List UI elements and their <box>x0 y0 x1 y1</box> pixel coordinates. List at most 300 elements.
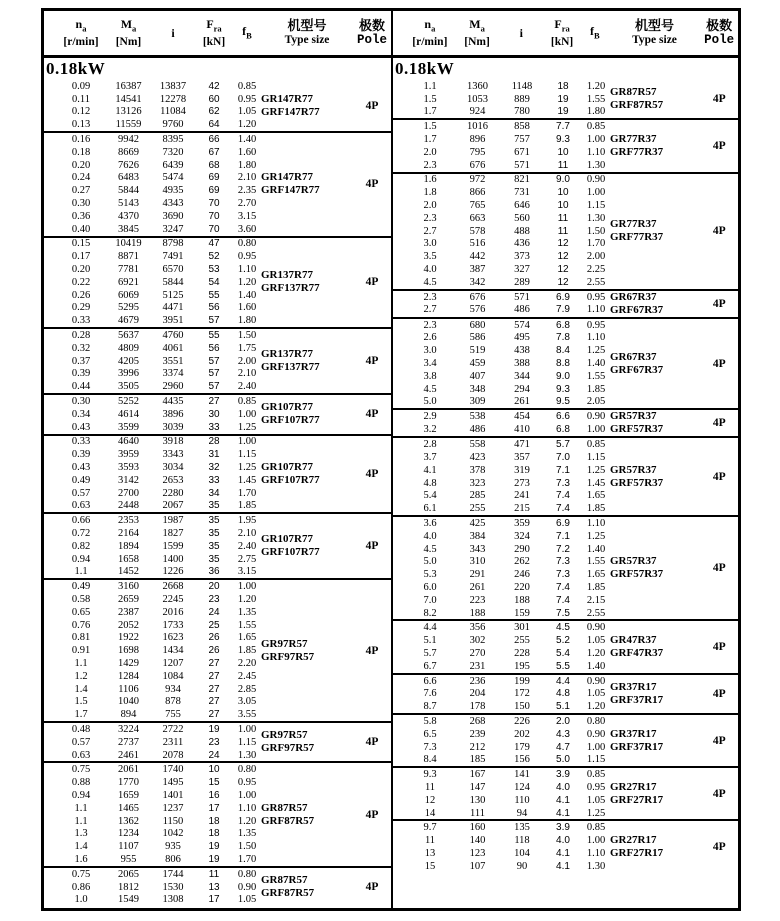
cell-service-factor: 1.40 <box>586 660 606 672</box>
table-row <box>405 477 610 490</box>
table-row <box>56 184 261 197</box>
cell-ratio: 13837 <box>159 80 187 92</box>
type-size-cell <box>261 395 353 433</box>
cell-service-factor: 2.10 <box>237 527 257 539</box>
cell-radial-force: 3.9 <box>556 822 570 834</box>
cell-ratio: 344 <box>514 370 530 382</box>
cell-radial-force: 11 <box>557 212 569 224</box>
cell-torque: 676 <box>469 291 486 303</box>
cell-service-factor: 1.40 <box>237 134 257 146</box>
cell-torque: 425 <box>469 518 486 529</box>
cell-ratio: 3551 <box>162 355 184 367</box>
cell-service-factor: 1.10 <box>586 332 606 344</box>
cell-torque: 6921 <box>118 276 139 288</box>
cell-speed: 2.9 <box>423 411 437 423</box>
cell-ratio: 1733 <box>162 619 184 631</box>
cell-service-factor: 1.30 <box>586 159 606 171</box>
cell-torque: 2461 <box>118 749 139 761</box>
cell-service-factor: 0.80 <box>586 715 606 727</box>
model-name: GRF87R57 <box>261 887 315 899</box>
model-name: GRF37R17 <box>610 740 664 753</box>
cell-radial-force: 4.1 <box>556 807 570 819</box>
group-rows <box>393 675 610 713</box>
cell-service-factor: 1.45 <box>237 474 257 486</box>
model-name: GR137R77 <box>261 269 313 282</box>
cell-torque: 680 <box>469 319 486 331</box>
table-row <box>405 530 610 543</box>
cell-speed: 8.2 <box>423 607 437 619</box>
cell-speed: 1.1 <box>74 657 88 669</box>
cell-speed: 2.3 <box>423 291 437 303</box>
cell-torque: 4614 <box>118 408 139 420</box>
model-name: GR47R37 <box>610 634 657 647</box>
cell-ratio: 1623 <box>162 632 184 644</box>
cell-ratio: 1226 <box>162 566 184 578</box>
cell-radial-force: 64 <box>208 119 220 131</box>
cell-speed: 1.6 <box>423 174 437 186</box>
column-header-speed: $n_a$ [r/min] <box>63 16 99 49</box>
cell-torque: 5637 <box>118 330 139 342</box>
table-row <box>405 675 610 688</box>
cell-ratio: 571 <box>514 291 530 303</box>
cell-torque: 1016 <box>467 121 488 133</box>
table-row <box>405 715 610 728</box>
cell-radial-force: 17 <box>208 894 220 906</box>
cell-torque: 558 <box>469 439 486 451</box>
cell-radial-force: 5.4 <box>556 647 570 659</box>
cell-radial-force: 34 <box>208 487 220 499</box>
cell-torque: 111 <box>470 807 485 819</box>
cell-radial-force: 6.9 <box>556 518 570 529</box>
cell-ratio: 110 <box>514 794 530 806</box>
pole-cell: 4P <box>712 139 726 152</box>
cell-torque: 140 <box>469 835 486 847</box>
cell-service-factor: 1.85 <box>586 503 606 515</box>
spec-group <box>393 118 738 171</box>
cell-ratio: 4935 <box>162 185 184 197</box>
cell-service-factor: 1.15 <box>586 452 606 464</box>
cell-ratio: 226 <box>514 715 530 727</box>
type-size-cell <box>610 768 701 819</box>
cell-ratio: 1827 <box>162 527 184 539</box>
cell-speed: 1.2 <box>74 670 88 682</box>
table-row <box>405 647 610 660</box>
cell-speed: 0.11 <box>72 93 90 105</box>
cell-radial-force: 7.2 <box>556 543 570 555</box>
cell-service-factor: 0.90 <box>237 881 257 893</box>
cell-ratio: 2722 <box>162 723 184 735</box>
cell-radial-force: 7.4 <box>556 503 570 515</box>
group-rows <box>393 291 610 317</box>
cell-radial-force: 5.5 <box>556 660 570 672</box>
cell-speed: 4.5 <box>423 543 437 555</box>
cell-speed: 7.6 <box>423 688 437 700</box>
cell-service-factor: 1.70 <box>237 487 257 499</box>
spec-group <box>44 866 391 906</box>
cell-service-factor: 0.80 <box>237 868 257 880</box>
cell-speed: 1.7 <box>423 134 437 146</box>
model-name: GR107R77 <box>261 460 313 473</box>
table-row <box>405 847 610 860</box>
cell-radial-force: 8.8 <box>556 358 570 370</box>
table-row <box>56 314 261 327</box>
cell-service-factor: 0.90 <box>586 622 606 634</box>
table-row <box>56 250 261 263</box>
cell-ratio: 1207 <box>162 657 184 669</box>
cell-speed: 0.57 <box>71 736 91 748</box>
cell-radial-force: 54 <box>208 276 220 288</box>
cell-torque: 342 <box>469 276 486 288</box>
cell-service-factor: 1.00 <box>586 134 606 146</box>
cell-speed: 1.1 <box>74 815 88 827</box>
cell-torque: 578 <box>469 225 486 237</box>
model-name: GRF137R77 <box>261 361 320 374</box>
cell-service-factor: 1.25 <box>586 530 606 542</box>
cell-radial-force: 18 <box>208 815 220 827</box>
cell-radial-force: 18 <box>557 80 569 92</box>
cell-ratio: 2067 <box>162 500 184 512</box>
cell-ratio: 199 <box>514 675 530 687</box>
table-row <box>405 807 610 820</box>
cell-torque: 310 <box>469 556 486 568</box>
cell-torque: 270 <box>469 647 486 659</box>
cell-ratio: 324 <box>514 530 530 542</box>
cell-ratio: 4760 <box>162 330 184 342</box>
cell-torque: 2353 <box>118 515 139 527</box>
cell-torque: 4809 <box>118 342 139 354</box>
cell-radial-force: 9.0 <box>556 370 570 382</box>
cell-radial-force: 70 <box>208 210 220 222</box>
column-header-type-size: 机型号 Type size <box>632 18 677 46</box>
cell-ratio: 1400 <box>162 553 184 565</box>
cell-speed: 1.7 <box>423 106 437 118</box>
cell-ratio: 3951 <box>162 315 184 327</box>
cell-ratio: 262 <box>514 556 530 568</box>
cell-torque: 255 <box>469 503 486 515</box>
table-row <box>56 448 261 461</box>
table-row <box>56 593 261 606</box>
cell-ratio: 12278 <box>159 93 187 105</box>
cell-torque: 3996 <box>118 368 139 380</box>
cell-torque: 11559 <box>115 119 142 131</box>
cell-radial-force: 28 <box>208 436 220 448</box>
cell-speed: 0.88 <box>71 777 91 789</box>
table-row <box>56 736 261 749</box>
group-rows <box>393 410 610 436</box>
cell-ratio: 1987 <box>162 515 184 527</box>
cell-torque: 1284 <box>118 670 139 682</box>
table-row <box>56 749 261 762</box>
cell-speed: 0.33 <box>71 315 91 327</box>
cell-speed: 1.1 <box>74 566 88 578</box>
cell-radial-force: 2.0 <box>556 715 570 727</box>
cell-radial-force: 55 <box>208 330 220 342</box>
column-header-ratio: i <box>519 26 523 40</box>
model-name: GR67R37 <box>610 290 657 303</box>
table-row <box>56 342 261 355</box>
cell-speed: 2.8 <box>423 439 437 451</box>
cell-service-factor: 0.95 <box>237 777 257 789</box>
cell-ratio: 6570 <box>162 264 184 276</box>
cell-torque: 6483 <box>118 172 139 184</box>
cell-torque: 1549 <box>118 894 139 906</box>
model-name: GR147R77 <box>261 171 313 184</box>
cell-ratio: 3918 <box>162 436 184 448</box>
table-row <box>56 106 261 119</box>
cell-ratio: 1740 <box>162 764 184 776</box>
cell-radial-force: 27 <box>208 683 220 695</box>
table-row <box>56 93 261 106</box>
cell-torque: 894 <box>120 709 137 721</box>
table-row <box>56 631 261 644</box>
model-name: GRF107R77 <box>261 546 320 559</box>
cell-speed: 8.4 <box>423 754 437 766</box>
cell-ratio: 495 <box>514 332 530 344</box>
cell-ratio: 319 <box>514 464 530 476</box>
spec-table-right <box>391 11 738 908</box>
cell-speed: 0.18 <box>71 146 91 158</box>
cell-torque: 586 <box>469 332 486 344</box>
cell-radial-force: 27 <box>208 709 220 721</box>
cell-torque: 459 <box>469 358 486 370</box>
cell-speed: 6.7 <box>423 660 437 672</box>
table-row <box>56 461 261 474</box>
cell-service-factor: 1.85 <box>237 645 257 657</box>
cell-service-factor: 2.70 <box>237 198 257 210</box>
cell-speed: 0.43 <box>71 462 91 473</box>
cell-ratio: 261 <box>514 396 530 408</box>
cell-torque: 1770 <box>118 777 139 789</box>
cell-radial-force: 27 <box>208 657 220 669</box>
cell-radial-force: 69 <box>208 172 220 184</box>
cell-ratio: 301 <box>514 622 530 634</box>
type-size-cell <box>261 238 353 328</box>
model-name: GR97R57 <box>261 729 308 742</box>
cell-ratio: 2311 <box>162 736 184 748</box>
table-row <box>56 789 261 802</box>
model-name: GR107R77 <box>261 401 313 414</box>
cell-radial-force: 10 <box>208 764 220 776</box>
table-row <box>56 500 261 513</box>
cell-ratio: 359 <box>514 518 530 529</box>
cell-service-factor: 1.25 <box>586 807 606 819</box>
cell-service-factor: 2.85 <box>237 683 257 695</box>
table-row <box>56 776 261 789</box>
type-size-cell <box>261 80 353 131</box>
table-row <box>405 357 610 370</box>
cell-speed: 0.49 <box>71 581 91 593</box>
cell-service-factor: 1.00 <box>237 408 257 420</box>
table-row <box>56 827 261 840</box>
cell-speed: 14 <box>424 807 436 819</box>
cell-ratio: 757 <box>514 134 530 146</box>
cell-service-factor: 3.05 <box>237 696 257 708</box>
cell-ratio: 3247 <box>162 223 184 235</box>
cell-radial-force: 30 <box>208 408 220 420</box>
table-row <box>56 644 261 657</box>
table-row <box>405 687 610 700</box>
cell-ratio: 7320 <box>162 146 184 158</box>
cell-ratio: 1042 <box>162 828 184 840</box>
cell-radial-force: 68 <box>208 159 220 171</box>
table-row <box>405 106 610 119</box>
column-header-service-factor: $f_B$ <box>242 23 252 41</box>
cell-ratio: 4435 <box>162 396 184 408</box>
table-row <box>405 753 610 766</box>
column-header-ratio: i <box>171 26 175 40</box>
cell-service-factor: 3.55 <box>237 709 257 721</box>
table-row <box>56 815 261 828</box>
table-row <box>405 423 610 436</box>
cell-radial-force: 6.8 <box>556 424 570 436</box>
cell-torque: 10419 <box>115 238 142 250</box>
cell-ratio: 1150 <box>162 815 184 827</box>
spec-group <box>393 317 738 409</box>
cell-ratio: 6439 <box>162 159 184 171</box>
cell-ratio: 357 <box>514 452 530 464</box>
table-row <box>56 683 261 696</box>
table-row <box>405 250 610 263</box>
cell-service-factor: 1.25 <box>586 464 606 476</box>
type-size-cell <box>261 133 353 235</box>
table-row <box>56 276 261 289</box>
table-row <box>56 881 261 894</box>
cell-radial-force: 32 <box>208 462 220 473</box>
cell-torque: 2164 <box>118 527 139 539</box>
cell-speed: 0.76 <box>71 619 91 631</box>
cell-radial-force: 57 <box>208 315 220 327</box>
cell-speed: 0.94 <box>71 789 91 801</box>
table-row <box>56 395 261 408</box>
cell-radial-force: 10 <box>557 187 569 199</box>
spec-group <box>393 172 738 289</box>
cell-speed: 2.0 <box>423 146 437 158</box>
table-row <box>56 133 261 146</box>
spec-group <box>44 721 391 761</box>
cell-service-factor: 2.00 <box>586 251 606 263</box>
column-header-speed: $n_a$ [r/min] <box>412 16 448 49</box>
type-size-cell <box>610 291 701 317</box>
cell-torque: 866 <box>469 187 486 199</box>
pole-cell: 4P <box>365 408 379 421</box>
cell-radial-force: 11 <box>208 868 220 880</box>
cell-ratio: 2016 <box>162 606 184 618</box>
cell-ratio: 215 <box>514 503 530 515</box>
cell-ratio: 2245 <box>162 593 184 605</box>
table-row <box>56 302 261 315</box>
spec-group <box>393 289 738 317</box>
table-row <box>405 332 610 345</box>
cell-torque: 516 <box>469 238 486 250</box>
cell-radial-force: 10 <box>557 200 569 212</box>
cell-ratio: 373 <box>514 251 530 263</box>
cell-speed: 5.4 <box>423 490 437 502</box>
cell-torque: 212 <box>469 741 486 753</box>
cell-torque: 14541 <box>115 93 142 105</box>
model-name: GR27R17 <box>610 780 657 793</box>
cell-service-factor: 2.10 <box>237 368 257 380</box>
type-size-cell <box>261 580 353 721</box>
group-rows <box>393 621 610 672</box>
spec-group <box>393 436 738 515</box>
group-rows <box>393 80 610 118</box>
model-name: GR87R57 <box>261 801 308 814</box>
cell-radial-force: 7.4 <box>556 594 570 606</box>
model-name: GR67R37 <box>610 350 657 363</box>
cell-radial-force: 7.1 <box>556 530 570 542</box>
model-name: GRF147R77 <box>261 105 320 118</box>
model-name: GRF137R77 <box>261 282 320 295</box>
group-rows <box>393 438 610 515</box>
spec-group <box>44 578 391 721</box>
table-row <box>56 695 261 708</box>
type-size-cell <box>261 868 353 906</box>
cell-ratio: 935 <box>165 841 181 853</box>
cell-speed: 4.8 <box>423 477 437 489</box>
table-row <box>56 657 261 670</box>
table-row <box>405 660 610 673</box>
table-row <box>56 238 261 251</box>
cell-ratio: 438 <box>514 345 530 357</box>
cell-radial-force: 10 <box>557 146 569 158</box>
cell-ratio: 388 <box>514 358 530 370</box>
model-name: GRF57R37 <box>610 476 664 489</box>
type-size-cell <box>610 438 701 515</box>
cell-ratio: 2653 <box>162 474 184 486</box>
table-row <box>405 174 610 187</box>
cell-ratio: 1237 <box>162 802 184 814</box>
table-row <box>56 723 261 736</box>
cell-radial-force: 5.2 <box>556 635 570 647</box>
cell-torque: 3593 <box>118 462 139 473</box>
pole-cell: 4P <box>712 357 726 370</box>
table-row <box>405 860 610 873</box>
cell-torque: 160 <box>469 822 486 834</box>
pole-cell: 4P <box>365 644 379 657</box>
table-row <box>405 556 610 569</box>
cell-torque: 3845 <box>118 223 139 235</box>
model-name: GRF27R17 <box>610 847 664 860</box>
cell-ratio: 2078 <box>162 749 184 761</box>
power-section-label: 0.18kW <box>46 59 106 78</box>
cell-ratio: 4061 <box>162 342 184 354</box>
model-name: GRF107R77 <box>261 414 320 427</box>
cell-ratio: 1308 <box>162 894 184 906</box>
cell-service-factor: 1.20 <box>237 276 257 288</box>
cell-torque: 16387 <box>115 80 142 92</box>
cell-radial-force: 35 <box>208 500 220 512</box>
cell-speed: 0.81 <box>71 632 91 644</box>
cell-service-factor: 1.65 <box>586 490 606 502</box>
cell-speed: 0.66 <box>71 515 91 527</box>
group-rows <box>44 514 261 578</box>
cell-service-factor: 0.95 <box>586 781 606 793</box>
spec-group <box>393 766 738 819</box>
cell-ratio: 3039 <box>162 421 184 433</box>
table-row <box>405 238 610 251</box>
cell-ratio: 3034 <box>162 462 184 473</box>
cell-service-factor: 1.85 <box>586 581 606 593</box>
cell-radial-force: 7.0 <box>556 452 570 464</box>
cell-service-factor: 1.30 <box>586 212 606 224</box>
cell-speed: 0.12 <box>71 106 91 118</box>
column-header-type-size: 机型号 Type size <box>284 18 330 46</box>
cell-service-factor: 2.75 <box>237 553 257 565</box>
cell-torque: 955 <box>120 853 137 865</box>
cell-radial-force: 62 <box>208 106 220 118</box>
cell-torque: 188 <box>469 607 486 619</box>
table-row <box>405 621 610 634</box>
